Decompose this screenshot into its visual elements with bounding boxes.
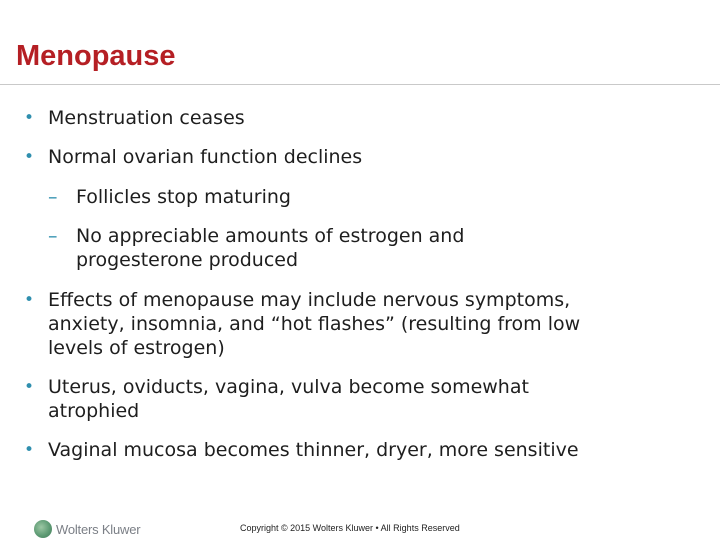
sub-bullet-text: Follicles stop maturing [76,186,291,208]
bullet-marker: • [24,440,35,460]
sub-bullet-item [48,185,686,209]
bullet-text-line: atrophied [48,400,140,422]
title-divider [0,84,720,85]
sub-bullet-text-line: No appreciable amounts of estrogen and [76,225,465,247]
bullet-marker: • [24,377,35,397]
bullet-text-line: Uterus, oviducts, vagina, vulva become somewhat [48,376,529,398]
bullet-text: Menstruation ceases [48,107,245,129]
bullet-item [24,145,698,169]
sub-bullet-text-line: progesterone produced [76,249,299,271]
sub-bullet-item [48,224,686,272]
wolters-kluwer-logo [34,519,140,539]
bullet-item [24,288,698,360]
bullet-marker: • [24,147,35,167]
bullet-marker: • [24,290,35,310]
bullet-item [24,438,698,462]
copyright-notice: Copyright © 2015 Wolters Kluwer • All Rights Reserved [240,523,460,533]
bullet-marker: • [24,108,35,128]
bullet-item [24,375,698,423]
sub-bullet-marker: – [48,225,58,247]
logo-text: Wolters Kluwer [56,521,141,537]
slide-title: Menopause [16,40,176,72]
bullet-text: Normal ovarian function declines [48,146,363,168]
sub-bullet-marker: – [48,186,58,208]
bullet-text-line: levels of estrogen) [48,337,225,359]
logo-emblem-icon [34,520,52,538]
bullet-text-line: Effects of menopause may include nervous symptoms, [48,289,571,311]
bullet-item [24,106,698,130]
bullet-text-line: anxiety, insomnia, and “hot flashes” (resulting from low [48,313,581,335]
bullet-text: Vaginal mucosa becomes thinner, dryer, more sensitive [48,439,579,461]
